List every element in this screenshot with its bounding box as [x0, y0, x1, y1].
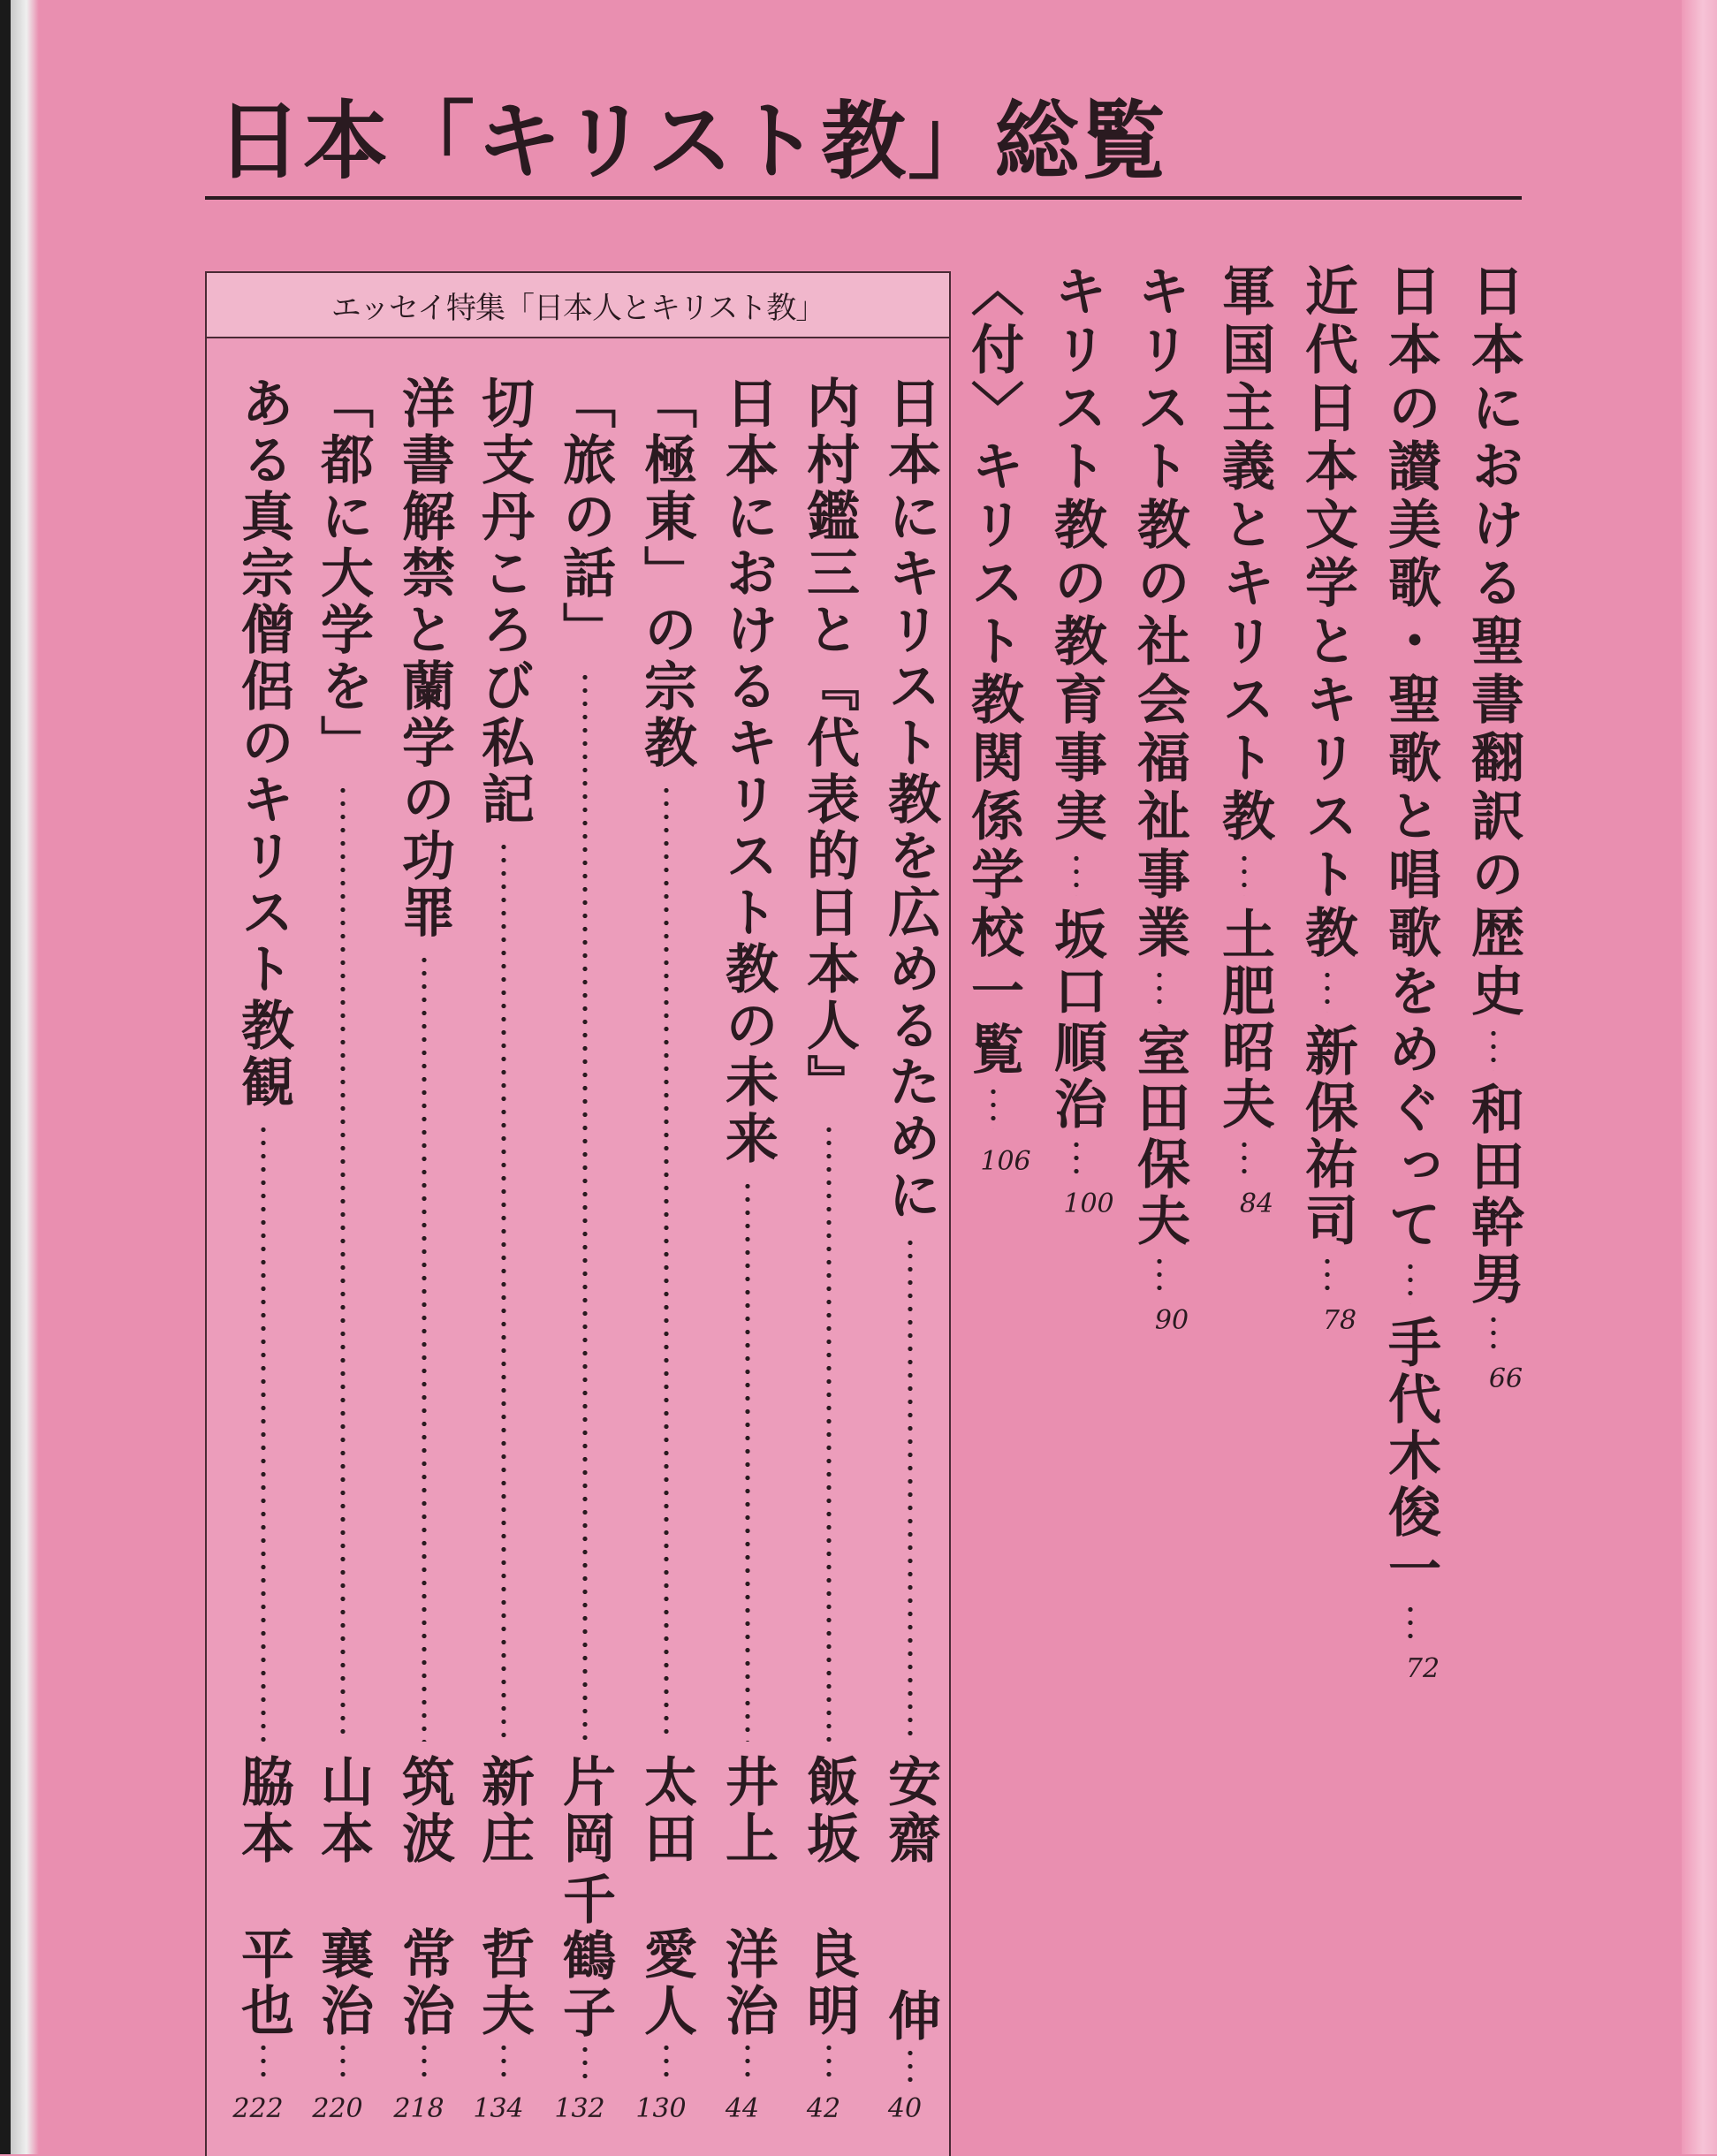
- toc-leader-dots: [1408, 1260, 1413, 1304]
- essay-entry-title: 日本におけるキリスト教の未来: [717, 376, 779, 1167]
- toc-leader-dots: [1157, 968, 1162, 1013]
- essay-page-number: 134: [473, 2093, 524, 2124]
- essay-leader-dots: [582, 2043, 588, 2080]
- essay-page-number: 132: [554, 2093, 605, 2124]
- essay-leader-dots: [501, 2041, 506, 2078]
- essay-page-number: 40: [887, 2093, 923, 2124]
- essay-author-family: 脇本: [232, 1754, 294, 1867]
- essay-leader-dots: [826, 2041, 832, 2078]
- toc-leader-dots: [1074, 1138, 1079, 1175]
- essay-entry-title: 洋書解禁と蘭学の功罪: [393, 376, 455, 941]
- toc-entry-title: 〈付〉キリスト教関係学校一覧: [962, 263, 1024, 1080]
- toc-entry-title: 日本の讃美歌・聖歌と唱歌をめぐって: [1379, 263, 1441, 1255]
- essay-leader-dots: [422, 2041, 427, 2078]
- essay-entry-title: 「旅の話」: [554, 376, 616, 658]
- essay-entry-title: 「都に大学を」: [312, 376, 374, 771]
- essay-page-number: 220: [312, 2093, 363, 2124]
- essay-page-number: 42: [806, 2093, 841, 2124]
- essay-author-given: 伸: [879, 1988, 941, 2045]
- essay-leader-dots: [908, 2046, 913, 2084]
- page-shadow: [0, 0, 39, 2154]
- toc-entry-author: 坂口順治: [1045, 907, 1107, 1133]
- essay-author-given: 千鶴子: [554, 1871, 616, 2041]
- toc-leader-dots: [1408, 1603, 1413, 1640]
- title-rule: [205, 196, 1522, 200]
- toc-leader-dots: [1157, 1255, 1162, 1292]
- essay-page-number: 222: [232, 2093, 284, 2124]
- essay-leader-dots: [501, 840, 506, 1742]
- toc-entry-author: 和田幹男: [1462, 1082, 1524, 1308]
- toc-page-number: 90: [1154, 1305, 1189, 1336]
- essay-leader-dots: [582, 671, 588, 1742]
- essay-leader-dots: [826, 1123, 832, 1742]
- essay-author-given: 常治: [393, 1926, 455, 2039]
- toc-leader-dots: [1491, 1027, 1496, 1071]
- essay-entry-title: 内村鑑三と『代表的日本人』: [798, 376, 860, 1111]
- essay-leader-dots: [422, 953, 427, 1742]
- essay-leader-dots: [745, 2041, 750, 2078]
- essay-entry-title: 切支丹ころび私記: [473, 376, 535, 828]
- toc-entry-title: キリスト教の社会福祉事業: [1128, 263, 1190, 963]
- essay-leader-dots: [908, 1236, 913, 1742]
- toc-page-number: 78: [1322, 1305, 1357, 1336]
- toc-page-number: 66: [1488, 1363, 1523, 1394]
- essay-author-given: 哲夫: [473, 1926, 535, 2039]
- toc-page-number: 72: [1405, 1653, 1440, 1684]
- toc-leader-dots: [991, 1085, 996, 1129]
- section-title: 日本「キリスト教」総覧: [217, 92, 1168, 191]
- essay-author-family: 片岡: [554, 1754, 616, 1867]
- essay-author-given: 良明: [798, 1926, 860, 2039]
- essay-leader-dots: [340, 784, 346, 1742]
- essay-leader-dots: [664, 784, 669, 1742]
- essay-leader-dots: [664, 2041, 669, 2078]
- essay-author-given: 愛人: [635, 1926, 697, 2039]
- toc-entry-author: 新保祐司: [1296, 1023, 1358, 1249]
- essay-author-family: 安齋: [879, 1754, 941, 1867]
- toc-leader-dots: [1074, 852, 1079, 896]
- essay-page-number: 218: [393, 2093, 444, 2124]
- essay-entry-title: 日本にキリスト教を広めるために: [879, 376, 941, 1224]
- essay-author-family: 筑波: [393, 1754, 455, 1867]
- toc-page-number: 106: [980, 1146, 1031, 1177]
- essay-author-family: 新庄: [473, 1754, 535, 1867]
- essay-leader-dots: [261, 1123, 266, 1742]
- facing-page-edge: [1682, 0, 1717, 2154]
- toc-page-number: 100: [1063, 1188, 1114, 1219]
- toc-entry-title: 軍国主義とキリスト教: [1213, 263, 1275, 846]
- toc-leader-dots: [1242, 852, 1247, 896]
- toc-entry-author: 室田保夫: [1128, 1023, 1190, 1249]
- essay-leader-dots: [745, 1180, 750, 1742]
- toc-entry-title: 近代日本文学とキリスト教: [1296, 263, 1358, 963]
- essay-leader-dots: [340, 2041, 346, 2078]
- toc-leader-dots: [1491, 1313, 1496, 1350]
- essay-author-family: 井上: [717, 1754, 779, 1867]
- essay-author-given: 洋治: [717, 1926, 779, 2039]
- essay-page-number: 44: [725, 2093, 760, 2124]
- essay-author-family: 太田: [635, 1754, 697, 1867]
- essay-page-number: 130: [635, 2093, 687, 2124]
- toc-leader-dots: [1325, 968, 1330, 1013]
- toc-entry-title: キリスト教の教育事実: [1045, 263, 1107, 846]
- essay-author-given: 平也: [232, 1926, 294, 2039]
- toc-entry-author: 土肥昭夫: [1213, 907, 1275, 1133]
- toc-entry-title: 日本における聖書翻訳の歴史: [1462, 263, 1524, 1021]
- toc-leader-dots: [1242, 1138, 1247, 1175]
- essay-author-family: 飯坂: [798, 1754, 860, 1867]
- essay-leader-dots: [261, 2041, 266, 2078]
- essay-header: エッセイ特集「日本人とキリスト教」: [207, 273, 949, 338]
- toc-entry-author: 手代木俊一: [1379, 1315, 1441, 1598]
- essay-author-family: 山本: [312, 1754, 374, 1867]
- toc-page-number: 84: [1239, 1188, 1274, 1219]
- essay-entry-title: ある真宗僧侶のキリスト教観: [232, 376, 294, 1111]
- essay-author-given: 襄治: [312, 1926, 374, 2039]
- toc-leader-dots: [1325, 1255, 1330, 1292]
- essay-entry-title: 「極東」の宗教: [635, 376, 697, 771]
